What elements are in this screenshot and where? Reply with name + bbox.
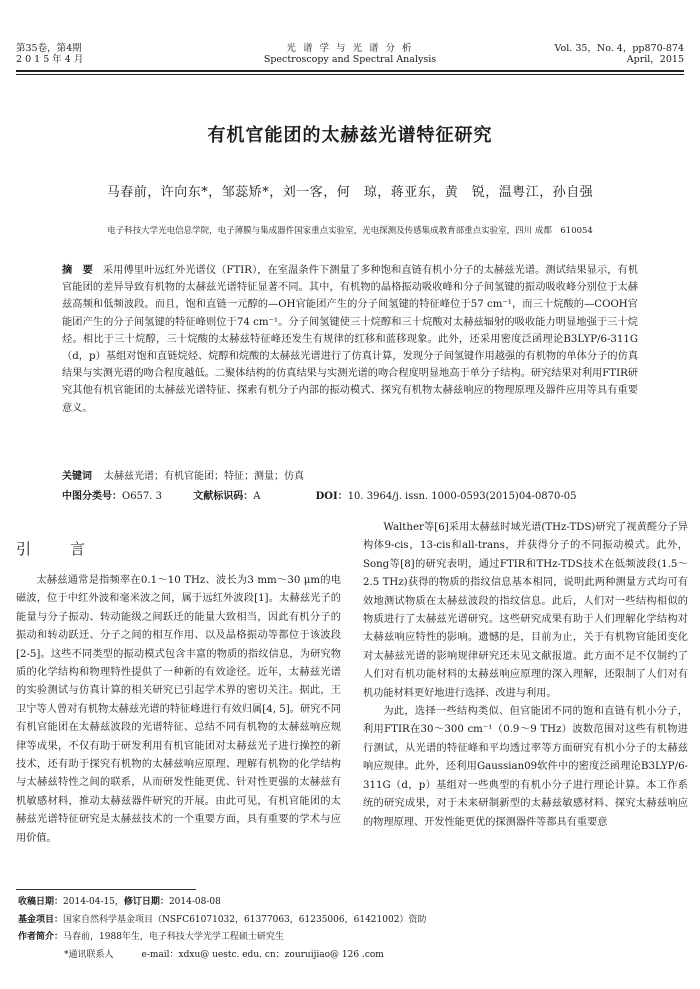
- author-bio-label: 作者简介：: [18, 932, 64, 942]
- correspondence-email: e-mail：xdxu@ uestc. edu. cn；zouruijiao@ 126 .com: [141, 949, 384, 960]
- fund-label: 基金项目：: [18, 914, 64, 925]
- keywords-text: 太赫兹光谱；有机官能团；特征；测量；仿真: [104, 471, 304, 482]
- header-rule-thin: [16, 74, 684, 75]
- header-right: [440, 43, 684, 65]
- doc-code-value: A: [253, 491, 261, 502]
- correspondence-label: *通讯联系人: [64, 949, 114, 960]
- paragraph: 为此，选择一些结构类似、但官能团不同的饱和直链有机小分子，利用FTIR在30～300 cm⁻¹（0.9～9 THz）波数范围对这些有机物进行测试，从光谱的特征峰和平均透过率等方面研究有机小分子的太赫兹响应规律。此外，还利用Gaussian09软件中的密度泛函理论B3LYP/6-311G（d，p）基组对一些典型的有机小分子进行理论计算。本工作系统的研究成果，对于未来研制新型的太赫兹敏感材料、探究太赫兹响应的物理原理、开发性能更优的探测器件等都具有重要意: [363, 706, 688, 828]
- left-column: [16, 572, 341, 848]
- footnote-author: [18, 929, 678, 947]
- paragraph: 太赫兹通常是指频率在0.1～10 THz、波长为3 mm～30 μm的电磁波，位于中红外波和毫米波之间，属于远红外波段[1]。太赫兹光子的能量与分子振动、转动能级之间跃迁的能量大致相当，因此有机分子的振动和转动跃迁、分子之间的相互作用、以及晶格振动等都位于该波段[2-5]。这些不同类型的振动模式包含丰富的物质的指纹信息，为研究物质的化学结构和物理特性提供了一种新的有效途径。近年，太赫兹光谱的实验测试与仿真计算的相关研究已引起学术界的密切关注。据此，王卫宁等人曾对有机物太赫兹光谱的特征峰进行有效归属[4, 5]。研究不同有机官能团在太赫兹波段的光谱特征、总结不同有机物的太赫兹响应规律等成果，不仅有助于研发利用有机官能团对太赫兹光子进行操控的新技术，还有助于探究有机物的太赫兹响应原理、理解有机物的化学结构与太赫兹特性之间的联系，从而研发性能更优、针对性更强的太赫兹有机敏感材料，推动太赫兹器件研究的开展。由此可见，有机官能团的太赫兹光谱特征研究是太赫兹技术的一个重要方面，具有重要的学术与应用价值。: [16, 575, 341, 844]
- received-label: 收稿日期：: [18, 897, 64, 907]
- paragraph: Walther等[6]采用太赫兹时域光谱(THz-TDS)研究了视黄醛分子异构体9-cis，13-cis和all-trans，并获得分子的不同振动模式。此外，Song等[8]的研究表明，通过FTIR和THz-TDS技术在低频波段(1.5～2.5 THz)获得的物质的指纹信息基本相同，说明此两种测量方式均可有效地测试物质在太赫兹波段的指纹信息。此后，人们对一些结构相似的物质进行了太赫兹光谱研究。这些研究成果有助于人们理解化学结构对太赫兹响应特性的影响。遗憾的是，目前为止，关于有机物官能团变化对太赫兹光谱的影响规律研究还未见文献报道。此方面不足不仅制约了人们对有机功能材料的太赫兹响应原理的深入理解，还限制了人们对有机功能材料更好地进行选择、改进与利用。: [363, 522, 688, 699]
- footnote-rule: [16, 889, 196, 890]
- volume-pages: Vol. 35，No. 4，pp870-874: [554, 43, 684, 54]
- publication-month: April，2015: [626, 54, 684, 65]
- keywords-label: 关键词: [62, 471, 92, 482]
- clc-value: O657. 3: [122, 491, 163, 502]
- affiliation: 电子科技大学光电信息学院，电子薄膜与集成器件国家重点实验室，光电探测及传感集成教育部重点实验室，四川 成都 610054: [107, 226, 593, 236]
- footnotes: [18, 894, 678, 964]
- publication-date: 2 0 1 5 年 4 月: [16, 54, 84, 65]
- journal-name-chinese: 光 谱 学 与 光 谱 分 析: [286, 43, 414, 54]
- doi-value: 10. 3964/j. issn. 1000-0593(2015)04-0870-05: [347, 491, 577, 502]
- paper-title: 有机官能团的太赫兹光谱特征研究: [207, 125, 493, 146]
- received-date: 2014-04-15，: [63, 897, 124, 907]
- abstract-label: 摘 要: [62, 264, 93, 276]
- clc-label: 中图分类号：: [62, 491, 122, 502]
- footnote-dates: [18, 894, 678, 912]
- footnote-fund: [18, 912, 678, 930]
- doi-label: DOI：: [315, 491, 348, 502]
- section-heading-introduction: 引 言: [16, 540, 98, 558]
- revised-label: 修订日期：: [123, 897, 169, 907]
- revised-date: 2014-08-08: [168, 897, 221, 907]
- header-rule-thick: [16, 70, 684, 72]
- journal-name-english: Spectroscopy and Spectral Analysis: [263, 54, 437, 65]
- author-bio-text: 马春前，1988年生，电子科技大学光学工程硕士研究生: [63, 932, 284, 942]
- volume-issue: 第35卷，第4期: [16, 43, 82, 54]
- footnote-correspondence: [18, 947, 678, 965]
- abstract: [62, 262, 638, 417]
- author-list: 马春前，许向东*，邹蕊矫*，刘一客，何 琼，蒋亚东，黄 锐，温粤江，孙自强: [106, 185, 594, 200]
- keywords: [62, 467, 662, 482]
- fund-text: 国家自然科学基金项目（NSFC61071032，61377063，61235006，61421002）资助: [63, 914, 427, 925]
- classification-line: [62, 487, 662, 502]
- right-column: [363, 519, 688, 832]
- abstract-text: 采用傅里叶远红外光谱仪（FTIR），在室温条件下测量了多种饱和直链有机小分子的太赫兹光谱。测试结果显示，有机官能团的差异导致有机物的太赫兹光谱特征显著不同。其中，有机物的晶格振动吸收峰和分子间氢键的振动吸收峰分别位于太赫兹高频和低频波段。而且，饱和直链一元醇的—OH官能团产生的分子间氢键的特征峰位于57 cm⁻¹，而三十烷酸的—COOH官能团产生的分子间氢键的特征峰则位于74 cm⁻¹。分子间氢键使三十烷醇和三十烷酸对太赫兹辐射的吸收能力明显地强于三十烷烃。相比于三十烷醇，三十烷酸的太赫兹特征峰还发生有规律的红移和蓝移现象。此外，还采用密度泛函理论B3LYP/6-311G（d，p）基组对饱和直链烷烃、烷醇和烷酸的太赫兹光谱进行了仿真计算，发现分子间氢键作用越强的有机物的单体分子的仿真结果与实测光谱的吻合程度越低。二聚体结构的仿真结果与实测光谱的吻合程度明显地高于单分子结构。研究结果对利用FTIR研究其他有机官能团的太赫兹光谱特征、探索有机分子内部的振动模式、探究有机物太赫兹响应的物理原理及器件应用等具有重要意义。: [62, 265, 639, 414]
- header-left: [16, 43, 83, 65]
- doc-code-label: 文献标识码：: [193, 491, 254, 502]
